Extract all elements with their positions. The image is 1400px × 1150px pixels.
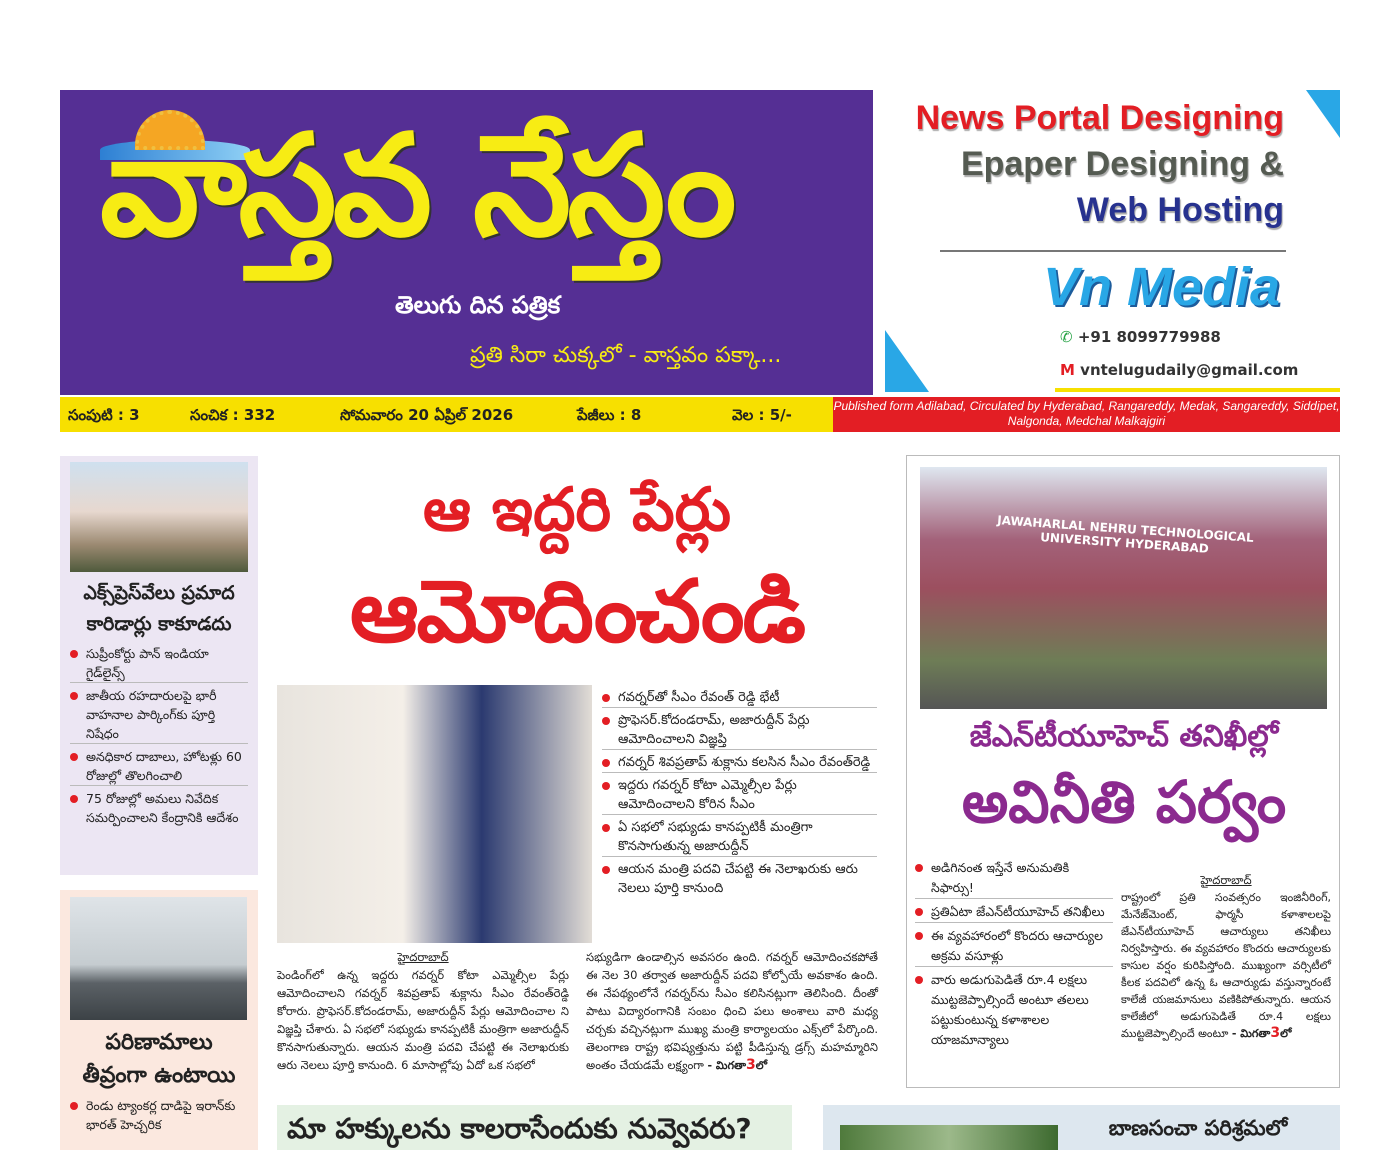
right-headline-2: అవినీతి పర్వం: [961, 768, 1287, 836]
bottom-story-left[interactable]: మా హక్కులను కాలరాసేందుకు నువ్వెవరు?: [277, 1105, 792, 1150]
body-text: రాష్ట్రంలో ప్రతి సంవత్సరం ఇంజినీరింగ్, మేనేజ్‌మెంట్, ఫార్మసీ కళాశాలలపై జేఎన్‌టీయూహెచ్ ఆచార్యులు తనిఖీలు నిర్వహిస్తారు. ఈ వ్యవహారం కొందరు ఆచార్యులకు కాసుల వర్షం కురిపిస్తోంది. ముఖ్యంగా వర్సిటీలో కీలక పదవిలో ఉన్న ఓ ఆచార్యుడు వస్తున్నారంటే కాలేజీ యజమానులు వణికిపోతున్నారు. ఆయన కాలేజీలో అడుగుపెడితే రూ.4 లక్షలు ముట్టజెప్పాల్సిందే అంటూ: [1121, 891, 1331, 1040]
right-headlines: [907, 714, 1341, 844]
continued-link[interactable]: [1232, 1027, 1292, 1040]
cm-governor-photo: [277, 685, 592, 943]
whatsapp-icon: ✆: [1060, 328, 1073, 346]
bullet-item: జాతీయ రహదారులపై భారీ వాహనాల పార్కింగ్‌కు పూర్తి నిషేధం: [70, 686, 248, 744]
photo-signboard: JAWAHARLAL NEHRU TECHNOLOGICAL UNIVERSITY HYDERABAD: [996, 513, 1255, 556]
bullet-item: అడిగినంత ఇస్తేనే అనుమతికి సిఫార్సు!: [915, 858, 1113, 899]
story-headline: బాణసంచా పరిశ్రమలో: [1108, 1116, 1288, 1140]
ad-line-2: Epaper Designing &: [960, 145, 1284, 183]
continued-page: 3: [746, 1057, 756, 1073]
lead-bullets: [602, 688, 877, 901]
lead-headline[interactable]: [277, 468, 877, 672]
bullet-item: ఈ వ్యవహారంలో కొందరు ఆచార్యుల అక్రమ వసూళ్లు: [915, 926, 1113, 967]
story-headline: పరిణామాలు తీవ్రంగా ఉంటాయి: [82, 1030, 236, 1088]
ad-bar: [1055, 388, 1340, 392]
dateline: హైదరాబాద్: [1200, 873, 1252, 887]
bullet-item: గవర్నర్‌తో సీఎం రేవంత్ రెడ్డి భేటీ: [602, 688, 877, 708]
right-body: [1121, 872, 1331, 1042]
gmail-icon: M: [1060, 361, 1075, 379]
corner-decoration: [1306, 90, 1340, 138]
bullet-item: గవర్నర్ శివప్రతాప్ శుక్లాను కలసిన సీఎం రేవంత్‌రెడ్డి: [602, 753, 877, 773]
left-story-2[interactable]: [60, 890, 258, 1150]
newspaper-title: వాస్తవ నేస్తం: [100, 105, 733, 268]
advertisement[interactable]: [885, 90, 1340, 392]
email-address: vntelugudaily@gmail.com: [1080, 361, 1299, 379]
continued-link[interactable]: [708, 1059, 768, 1072]
corner-decoration: [885, 330, 929, 392]
lead-body-col-2: [586, 948, 878, 1075]
right-headline-1: జేఎన్‌టీయూహెచ్ తనిఖీల్లో: [969, 719, 1279, 754]
phone-number: +91 8099779988: [1077, 328, 1221, 346]
masthead: [60, 90, 873, 395]
body-text: సభ్యుడిగా ఉండాల్సిన అవసరం ఉంది. గవర్నర్ ఆమోదించకపోతే ఈ నెల 30 తర్వాత అజారుద్దీన్ పదవి కోల్పోయే అవకాశం ఉంది. ఈ నేపథ్యంలోనే గవర్నర్‌ను సీఎం కలిసినట్లుగా తెలిసింది. దీంతో పాటు విద్యారంగానికి సంబం ధించి పలు అంశాలు వారి మధ్య చర్చకు వచ్చినట్లుగా ముఖ్య మంత్రి కార్యాలయం ఎక్స్‌లో పేర్కొంది. తెలంగాణ రాష్ట్ర భవిష్యత్తును పట్టి పీడిస్తున్న డ్రగ్స్ మహమ్మారిని అంతం చేయడమే లక్ష్యంగా: [586, 950, 878, 1072]
ad-brand: Vn Media: [1042, 257, 1280, 317]
publication-note: Published form Adilabad, Circulated by Hyderabad, Rangareddy, Medak, Sangareddy, Siddipet, Nalgonda, Medchal Malkajgiri: [833, 397, 1340, 432]
continued-prefix: - మిగతా: [707, 1059, 747, 1072]
issue-date: సోమవారం 20 ఏప్రిల్ 2026: [340, 406, 514, 424]
bullet-item: ఏ సభలో సభ్యుడు కానప్పటికీ మంత్రిగా కొనసాగుతున్న అజారుద్దీన్: [602, 818, 877, 857]
continued-prefix: - మిగతా: [1231, 1027, 1271, 1040]
bullet-item: వారు అడుగుపెడితే రూ.4 లక్షలు ముట్టజెప్పాల్సిందే అంటూ తలలు పట్టుకుంటున్న కళాశాలల యాజమాన్యాలు: [915, 970, 1113, 1050]
continued-suffix: లో: [1280, 1027, 1292, 1040]
ad-phone: [1060, 327, 1221, 347]
newspaper-subtitle: తెలుగు దిన పత్రిక: [395, 291, 561, 319]
ad-line-3: Web Hosting: [1076, 191, 1284, 229]
lead-headline-line-2[interactable]: ఆమోదించండి: [349, 562, 805, 662]
ad-line-1: News Portal Designing: [915, 99, 1284, 137]
lead-headline-line-1[interactable]: ఆ ఇద్దరి పేర్లు: [423, 475, 731, 545]
tanker-ship-photo: [70, 897, 247, 1020]
bottom-story-right[interactable]: [823, 1105, 1340, 1150]
lead-body-col-1: [277, 948, 569, 1074]
issue-info-bar: [60, 397, 833, 432]
right-bullets: [915, 858, 1113, 1053]
issue-number: సంచిక : 332: [190, 406, 276, 424]
divider: [940, 250, 1286, 252]
bullet-item: సుప్రీంకోర్టు పాన్ ఇండియా గైడ్‌లైన్స్: [70, 644, 248, 683]
dateline: హైదరాబాద్: [397, 950, 449, 964]
bullet-item: రెండు ట్యాంకర్ల దాడిపై ఇరాన్‌కు భారత్ హెచ్చరిక: [70, 1096, 248, 1134]
continued-suffix: లో: [755, 1059, 768, 1072]
bullet-item: ఇద్దరు గవర్నర్ కోటా ఎమ్మెల్సీల పేర్లు ఆమోదించాలని కోరిన సీఎం: [602, 776, 877, 815]
story-bullets: [70, 1096, 248, 1137]
right-story[interactable]: [906, 455, 1340, 1088]
bullet-item: ప్రతిఏటా జేఎన్‌టీయూహెచ్ తనిఖీలు: [915, 902, 1113, 923]
bullet-item: 75 రోజుల్లో అమలు నివేదిక సమర్పించాలని కేంద్రానికి ఆదేశం: [70, 789, 248, 827]
ad-email: [1060, 360, 1298, 380]
story-bullets: [70, 644, 248, 830]
factory-photo: [840, 1125, 1058, 1150]
left-story-1[interactable]: [60, 456, 258, 875]
page-count: పేజీలు : 8: [577, 406, 642, 424]
jntu-gate-photo: [920, 467, 1327, 709]
supreme-court-photo: [70, 462, 248, 572]
volume: సంపుటి : 3: [68, 406, 140, 424]
body-text: పెండింగ్‌లో ఉన్న ఇద్దరు గవర్నర్ కోటా ఎమ్మెల్సీల పేర్లు ఆమోదించాలని గవర్నర్ శివప్రతాప్ శుక్లాను సీఎం రేవంత్‌రెడ్డి కోరారు. ప్రొఫెసర్.కోదండరామ్, అజారుద్దీన్ పేర్లు ఆమోదించాల ని విజ్ఞప్తి చేశారు. ఏ సభలో సభ్యుడు కానప్పటికీ మంత్రిగా అజారుద్దీన్ కొనసాగుతున్నారు. ఆయన మంత్రి పదవి చేపట్టి ఈ నెలాఖరుకు ఆరు నెలలు పూర్తి కానుంది. 6 మాసాల్లోపు ఏదో ఒక సభలో: [277, 968, 569, 1072]
story-headline: ఎక్స్‌ప్రెస్‌వేలు ప్రమాద కారిడార్లు కాకూడదు: [83, 582, 235, 635]
bullet-item: ఆయన మంత్రి పదవి చేపట్టి ఈ నెలాఖరుకు ఆరు నెలలు పూర్తి కానుంది: [602, 860, 877, 898]
continued-page: 3: [1270, 1025, 1281, 1041]
bullet-item: అనధికార దాబాలు, హోటళ్లు 60 రోజుల్లో తొలగించాలి: [70, 747, 248, 786]
tagline: ప్రతి సిరా చుక్కలో - వాస్తవం పక్కా...: [470, 343, 782, 368]
price: వెల : 5/-: [732, 406, 792, 424]
bullet-item: ప్రొఫెసర్.కోదండరామ్, అజారుద్దీన్ పేర్లు ఆమోదించాలని విజ్ఞప్తి: [602, 711, 877, 750]
